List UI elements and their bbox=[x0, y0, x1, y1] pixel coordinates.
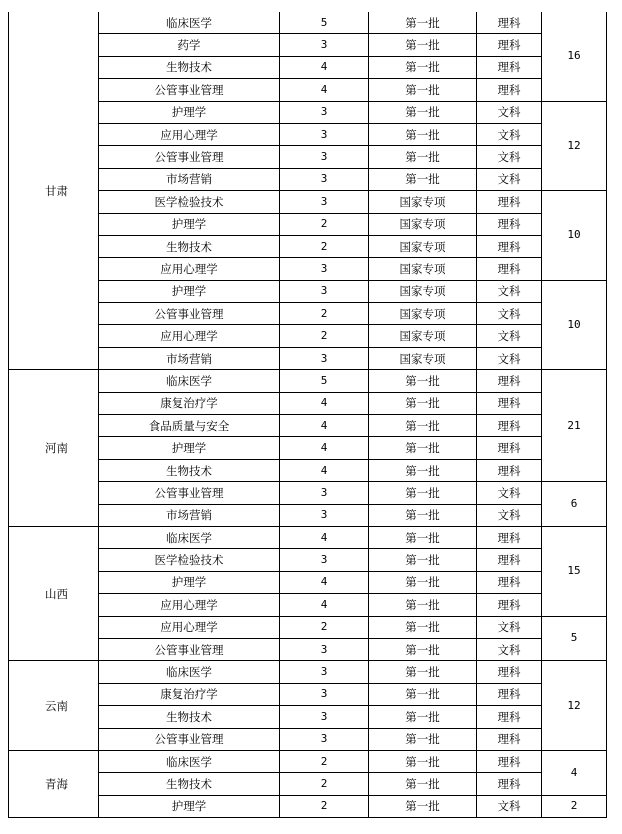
table-row bbox=[9, 168, 607, 190]
years-cell: 2 bbox=[280, 773, 369, 795]
major-cell: 护理学 bbox=[99, 795, 280, 817]
subject-type-cell: 理科 bbox=[477, 459, 542, 481]
province-cell: 青海 bbox=[9, 750, 99, 817]
table-row bbox=[9, 594, 607, 616]
subject-type-cell: 理科 bbox=[477, 12, 542, 34]
table-row bbox=[9, 459, 607, 481]
batch-cell: 第一批 bbox=[369, 661, 477, 683]
major-cell: 公管事业管理 bbox=[99, 79, 280, 101]
major-cell: 应用心理学 bbox=[99, 123, 280, 145]
major-cell: 医学检验技术 bbox=[99, 549, 280, 571]
major-cell: 公管事业管理 bbox=[99, 146, 280, 168]
major-cell: 医学检验技术 bbox=[99, 191, 280, 213]
table-row bbox=[9, 191, 607, 213]
major-cell: 食品质量与安全 bbox=[99, 415, 280, 437]
years-cell: 4 bbox=[280, 571, 369, 593]
table-row bbox=[9, 56, 607, 78]
table-row bbox=[9, 392, 607, 414]
batch-cell: 第一批 bbox=[369, 526, 477, 548]
subject-type-cell: 文科 bbox=[477, 504, 542, 526]
years-cell: 3 bbox=[280, 706, 369, 728]
batch-cell: 第一批 bbox=[369, 79, 477, 101]
table-row bbox=[9, 347, 607, 369]
subject-type-cell: 理科 bbox=[477, 706, 542, 728]
table-row bbox=[9, 683, 607, 705]
years-cell: 3 bbox=[280, 549, 369, 571]
subject-type-cell: 理科 bbox=[477, 213, 542, 235]
years-cell: 4 bbox=[280, 459, 369, 481]
years-cell: 3 bbox=[280, 123, 369, 145]
subject-type-cell: 理科 bbox=[477, 549, 542, 571]
years-cell: 2 bbox=[280, 795, 369, 817]
table-row bbox=[9, 235, 607, 257]
batch-cell: 国家专项 bbox=[369, 213, 477, 235]
enrollment-plan-table bbox=[8, 12, 607, 818]
years-cell: 2 bbox=[280, 616, 369, 638]
batch-cell: 第一批 bbox=[369, 392, 477, 414]
table-row bbox=[9, 325, 607, 347]
years-cell: 5 bbox=[280, 370, 369, 392]
major-cell: 护理学 bbox=[99, 101, 280, 123]
years-cell: 4 bbox=[280, 415, 369, 437]
subject-type-cell: 文科 bbox=[477, 168, 542, 190]
major-cell: 临床医学 bbox=[99, 526, 280, 548]
years-cell: 2 bbox=[280, 325, 369, 347]
major-cell: 生物技术 bbox=[99, 459, 280, 481]
batch-cell: 国家专项 bbox=[369, 303, 477, 325]
major-cell: 护理学 bbox=[99, 280, 280, 302]
major-cell: 临床医学 bbox=[99, 370, 280, 392]
batch-cell: 第一批 bbox=[369, 123, 477, 145]
subtotal-cell: 12 bbox=[542, 661, 607, 751]
major-cell: 市场营销 bbox=[99, 168, 280, 190]
subject-type-cell: 文科 bbox=[477, 325, 542, 347]
subject-type-cell: 文科 bbox=[477, 482, 542, 504]
major-cell: 康复治疗学 bbox=[99, 392, 280, 414]
years-cell: 3 bbox=[280, 683, 369, 705]
years-cell: 3 bbox=[280, 258, 369, 280]
subtotal-cell: 6 bbox=[542, 482, 607, 527]
major-cell: 应用心理学 bbox=[99, 325, 280, 347]
batch-cell: 第一批 bbox=[369, 706, 477, 728]
table-row bbox=[9, 773, 607, 795]
table-row bbox=[9, 303, 607, 325]
subject-type-cell: 理科 bbox=[477, 728, 542, 750]
batch-cell: 第一批 bbox=[369, 750, 477, 772]
subject-type-cell: 理科 bbox=[477, 235, 542, 257]
batch-cell: 第一批 bbox=[369, 56, 477, 78]
table-row bbox=[9, 437, 607, 459]
table-row bbox=[9, 280, 607, 302]
years-cell: 4 bbox=[280, 437, 369, 459]
years-cell: 3 bbox=[280, 728, 369, 750]
table-row bbox=[9, 549, 607, 571]
major-cell: 护理学 bbox=[99, 571, 280, 593]
years-cell: 3 bbox=[280, 280, 369, 302]
table-row bbox=[9, 258, 607, 280]
batch-cell: 第一批 bbox=[369, 773, 477, 795]
subject-type-cell: 文科 bbox=[477, 280, 542, 302]
years-cell: 2 bbox=[280, 213, 369, 235]
table-row bbox=[9, 213, 607, 235]
years-cell: 4 bbox=[280, 526, 369, 548]
major-cell: 临床医学 bbox=[99, 750, 280, 772]
enrollment-plan-body bbox=[9, 12, 607, 818]
subject-type-cell: 理科 bbox=[477, 56, 542, 78]
subject-type-cell: 理科 bbox=[477, 79, 542, 101]
major-cell: 市场营销 bbox=[99, 504, 280, 526]
major-cell: 应用心理学 bbox=[99, 594, 280, 616]
major-cell: 药学 bbox=[99, 34, 280, 56]
table-row bbox=[9, 123, 607, 145]
major-cell: 市场营销 bbox=[99, 347, 280, 369]
table-row bbox=[9, 482, 607, 504]
subject-type-cell: 理科 bbox=[477, 191, 542, 213]
batch-cell: 国家专项 bbox=[369, 191, 477, 213]
table-row bbox=[9, 638, 607, 660]
years-cell: 3 bbox=[280, 482, 369, 504]
province-cell: 山西 bbox=[9, 526, 99, 660]
batch-cell: 国家专项 bbox=[369, 280, 477, 302]
batch-cell: 第一批 bbox=[369, 549, 477, 571]
batch-cell: 第一批 bbox=[369, 638, 477, 660]
subtotal-cell: 10 bbox=[542, 280, 607, 370]
batch-cell: 第一批 bbox=[369, 795, 477, 817]
major-cell: 公管事业管理 bbox=[99, 303, 280, 325]
subject-type-cell: 理科 bbox=[477, 526, 542, 548]
subject-type-cell: 理科 bbox=[477, 415, 542, 437]
years-cell: 3 bbox=[280, 146, 369, 168]
subtotal-cell: 2 bbox=[542, 795, 607, 817]
subject-type-cell: 文科 bbox=[477, 303, 542, 325]
years-cell: 3 bbox=[280, 191, 369, 213]
batch-cell: 第一批 bbox=[369, 594, 477, 616]
years-cell: 3 bbox=[280, 101, 369, 123]
years-cell: 3 bbox=[280, 168, 369, 190]
table-row bbox=[9, 34, 607, 56]
table-row bbox=[9, 706, 607, 728]
major-cell: 临床医学 bbox=[99, 12, 280, 34]
subtotal-cell: 12 bbox=[542, 101, 607, 191]
major-cell: 公管事业管理 bbox=[99, 638, 280, 660]
table-row bbox=[9, 571, 607, 593]
batch-cell: 第一批 bbox=[369, 12, 477, 34]
batch-cell: 第一批 bbox=[369, 504, 477, 526]
batch-cell: 第一批 bbox=[369, 146, 477, 168]
major-cell: 生物技术 bbox=[99, 706, 280, 728]
subject-type-cell: 理科 bbox=[477, 34, 542, 56]
subject-type-cell: 理科 bbox=[477, 594, 542, 616]
subject-type-cell: 理科 bbox=[477, 437, 542, 459]
major-cell: 公管事业管理 bbox=[99, 728, 280, 750]
subject-type-cell: 文科 bbox=[477, 146, 542, 168]
table-row bbox=[9, 526, 607, 548]
table-row bbox=[9, 12, 607, 34]
table-row bbox=[9, 728, 607, 750]
subject-type-cell: 理科 bbox=[477, 370, 542, 392]
years-cell: 5 bbox=[280, 12, 369, 34]
table-row bbox=[9, 146, 607, 168]
subtotal-cell: 16 bbox=[542, 12, 607, 101]
major-cell: 护理学 bbox=[99, 213, 280, 235]
years-cell: 4 bbox=[280, 392, 369, 414]
subject-type-cell: 理科 bbox=[477, 683, 542, 705]
table-row bbox=[9, 750, 607, 772]
batch-cell: 第一批 bbox=[369, 616, 477, 638]
batch-cell: 第一批 bbox=[369, 415, 477, 437]
years-cell: 3 bbox=[280, 34, 369, 56]
table-row bbox=[9, 504, 607, 526]
subject-type-cell: 文科 bbox=[477, 616, 542, 638]
table-row bbox=[9, 616, 607, 638]
major-cell: 生物技术 bbox=[99, 56, 280, 78]
table-row bbox=[9, 79, 607, 101]
major-cell: 公管事业管理 bbox=[99, 482, 280, 504]
table-row bbox=[9, 795, 607, 817]
subject-type-cell: 文科 bbox=[477, 347, 542, 369]
years-cell: 2 bbox=[280, 235, 369, 257]
subtotal-cell: 5 bbox=[542, 616, 607, 661]
subject-type-cell: 理科 bbox=[477, 258, 542, 280]
major-cell: 生物技术 bbox=[99, 235, 280, 257]
table-row bbox=[9, 415, 607, 437]
years-cell: 4 bbox=[280, 594, 369, 616]
province-cell: 甘肃 bbox=[9, 12, 99, 370]
major-cell: 康复治疗学 bbox=[99, 683, 280, 705]
batch-cell: 国家专项 bbox=[369, 258, 477, 280]
batch-cell: 第一批 bbox=[369, 34, 477, 56]
province-cell: 云南 bbox=[9, 661, 99, 751]
major-cell: 临床医学 bbox=[99, 661, 280, 683]
years-cell: 3 bbox=[280, 504, 369, 526]
batch-cell: 第一批 bbox=[369, 683, 477, 705]
years-cell: 3 bbox=[280, 347, 369, 369]
batch-cell: 第一批 bbox=[369, 168, 477, 190]
batch-cell: 第一批 bbox=[369, 101, 477, 123]
subtotal-cell: 15 bbox=[542, 526, 607, 616]
years-cell: 3 bbox=[280, 638, 369, 660]
major-cell: 生物技术 bbox=[99, 773, 280, 795]
major-cell: 应用心理学 bbox=[99, 258, 280, 280]
batch-cell: 第一批 bbox=[369, 437, 477, 459]
batch-cell: 国家专项 bbox=[369, 347, 477, 369]
years-cell: 4 bbox=[280, 56, 369, 78]
major-cell: 应用心理学 bbox=[99, 616, 280, 638]
batch-cell: 第一批 bbox=[369, 571, 477, 593]
subject-type-cell: 理科 bbox=[477, 661, 542, 683]
batch-cell: 第一批 bbox=[369, 370, 477, 392]
subject-type-cell: 文科 bbox=[477, 795, 542, 817]
subject-type-cell: 文科 bbox=[477, 638, 542, 660]
table-row bbox=[9, 370, 607, 392]
subject-type-cell: 理科 bbox=[477, 392, 542, 414]
batch-cell: 第一批 bbox=[369, 728, 477, 750]
subtotal-cell: 10 bbox=[542, 191, 607, 281]
years-cell: 4 bbox=[280, 79, 369, 101]
subtotal-cell: 4 bbox=[542, 750, 607, 795]
years-cell: 2 bbox=[280, 750, 369, 772]
province-cell: 河南 bbox=[9, 370, 99, 527]
batch-cell: 国家专项 bbox=[369, 235, 477, 257]
years-cell: 2 bbox=[280, 303, 369, 325]
subtotal-cell: 21 bbox=[542, 370, 607, 482]
table-row bbox=[9, 661, 607, 683]
batch-cell: 国家专项 bbox=[369, 325, 477, 347]
batch-cell: 第一批 bbox=[369, 459, 477, 481]
subject-type-cell: 理科 bbox=[477, 750, 542, 772]
major-cell: 护理学 bbox=[99, 437, 280, 459]
table-row bbox=[9, 101, 607, 123]
subject-type-cell: 理科 bbox=[477, 571, 542, 593]
subject-type-cell: 文科 bbox=[477, 123, 542, 145]
batch-cell: 第一批 bbox=[369, 482, 477, 504]
subject-type-cell: 理科 bbox=[477, 773, 542, 795]
subject-type-cell: 文科 bbox=[477, 101, 542, 123]
years-cell: 3 bbox=[280, 661, 369, 683]
